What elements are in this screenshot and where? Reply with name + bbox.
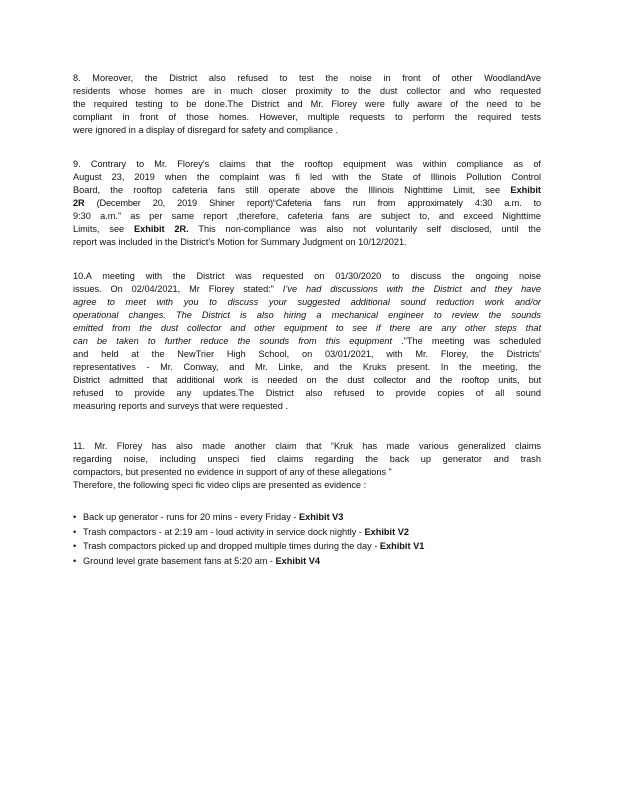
paragraph-10-line — [73, 296, 541, 309]
bullet-icon: • — [73, 526, 77, 537]
paragraph-8-line: compliant in front of those homes. However, multiple requests to perform the required tests — [73, 112, 541, 122]
list-item-text: Trash compactors picked up and dropped multiple times during the day - — [83, 541, 378, 551]
paragraph-10-line: measuring reports and surveys that were requested . — [73, 401, 288, 411]
paragraph-10-line: District admitted that additional work is needed on the dust collector and the rooftop units, but — [73, 375, 541, 385]
paragraph-9-line: 9. Contrary to Mr. Florey's claims that the rooftop equipment was within compliance as of — [73, 159, 541, 169]
exhibit-reference: Exhibit V4 — [275, 555, 320, 566]
paragraph-9 — [73, 158, 541, 249]
paragraph-9-text: Limits, see — [73, 224, 125, 234]
paragraph-8 — [73, 72, 541, 137]
paragraph-10-line — [73, 309, 541, 322]
paragraph-10-line — [73, 335, 541, 348]
list-item — [73, 539, 541, 554]
exhibit-reference: 2R — [73, 198, 85, 208]
paragraph-10-line: refused to provide any updates.The District also refused to provide copies of all sound — [73, 388, 541, 398]
paragraph-8-line: the required testing to be done.The District and Mr. Florey were fully aware of the need to be — [73, 99, 541, 109]
paragraph-8-line: were ignored in a display of disregard for safety and compliance . — [73, 125, 339, 135]
paragraph-10-line — [73, 322, 541, 335]
exhibit-reference: Exhibit V3 — [299, 512, 344, 522]
bullet-icon: • — [73, 541, 77, 551]
paragraph-9-text: Board, the rooftop cafeteria fans still operate above the Illinois Nighttime Limit, see — [73, 185, 501, 195]
paragraph-9-line — [73, 197, 541, 210]
quoted-statement: can be taken to further reduce the sounds from this equipment — [73, 336, 393, 346]
exhibit-reference: Exhibit V1 — [379, 541, 425, 551]
paragraph-8-line: 8. Moreover, the District also refused to test the noise in front of other WoodlandAve — [73, 73, 541, 83]
quoted-statement: agree to meet with you to discuss your suggested additional sound reduction work and/or — [73, 297, 541, 307]
list-item — [73, 510, 541, 525]
paragraph-9-line: 9:30 a.m.” as per same report ,therefore, cafeteria fans are subject to, and exceed Nighttime — [73, 211, 541, 221]
paragraph-10-line: and held at the NewTrier High School, on 03/01/2021, with Mr. Florey, the Districts' — [73, 349, 541, 359]
paragraph-11 — [73, 440, 541, 492]
paragraph-10-line: representatives - Mr. Conway, and Mr. Linke, and the Kruks present. In the meeting, the — [73, 362, 541, 372]
paragraph-11-line: Therefore, the following speci fic video clips are presented as evidence : — [73, 480, 367, 490]
exhibit-reference: Exhibit — [510, 185, 541, 195]
list-item — [73, 525, 541, 540]
bullet-icon: • — [73, 512, 77, 522]
paragraph-9-line: report was included in the District's Motion for Summary Judgment on 10/12/2021. — [73, 237, 407, 247]
paragraph-8-line: residents whose homes are in much closer proximity to the dust collector and who requested — [73, 86, 541, 96]
list-item-text: Ground level grate basement fans at 5:20 am - — [83, 555, 273, 566]
paragraph-10-line — [73, 283, 541, 296]
paragraph-10 — [73, 270, 541, 413]
paragraph-10-line: 10.A meeting with the District was requested on 01/30/2020 to discuss the ongoing noise — [73, 271, 541, 281]
quoted-statement: operational changes. The District is also hiring a mechanical engineer to review the sounds — [73, 310, 541, 320]
paragraph-9-text: This non-compliance was also not voluntarily self disclosed, until the — [198, 224, 541, 234]
paragraph-9-text: (December 20, 2019 Shiner report)“Cafeteria fans run from approximately 4:30 a.m. to — [96, 198, 541, 208]
paragraph-11-line: 11. Mr. Florey has also made another claim that “Kruk has made various generalized claims — [73, 441, 541, 451]
paragraph-10-text: .”The meeting was scheduled — [401, 336, 541, 346]
paragraph-11-line: compactors, but presented no evidence in support of any of these allegations ” — [73, 467, 392, 477]
list-item — [73, 554, 541, 569]
quoted-statement: I’ve had discussions with the District and they have — [282, 284, 541, 294]
paragraph-10-text: issues. On 02/04/2021, Mr Florey stated:” — [73, 284, 274, 294]
evidence-list — [73, 510, 541, 568]
exhibit-reference: Exhibit 2R. — [133, 224, 189, 234]
paragraph-9-line — [73, 184, 541, 197]
paragraph-9-line: August 23, 2019 when the complaint was fi led with the State of Illinois Pollution Control — [73, 172, 541, 182]
list-item-text: Trash compactors - at 2:19 am - loud activity in service dock nightly - — [83, 526, 362, 537]
quoted-statement: emitted from the dust collector and other equipment to see if there are any other steps that — [73, 323, 541, 333]
exhibit-reference: Exhibit V2 — [364, 526, 409, 537]
bullet-icon: • — [73, 555, 77, 566]
list-item-text: Back up generator - runs for 20 mins - every Friday - — [83, 512, 297, 522]
paragraph-11-line: regarding noise, including unspeci fied claims regarding the back up generator and trash — [73, 454, 541, 464]
paragraph-9-line — [73, 223, 541, 236]
